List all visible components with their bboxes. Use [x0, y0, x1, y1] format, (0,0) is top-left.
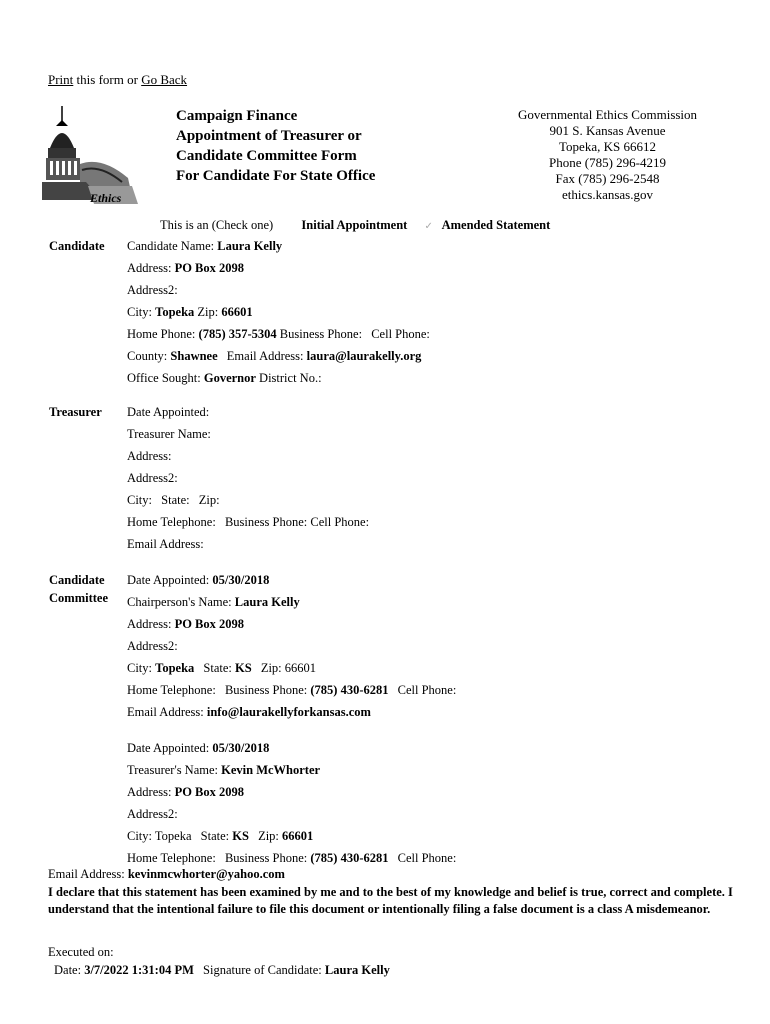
print-link[interactable]: Print [48, 72, 74, 87]
treasurer-name-row: Treasurer Name: [127, 427, 211, 441]
agency-block [495, 107, 720, 203]
agency-phone: Phone (785) 296-4219 [549, 155, 666, 170]
candidate-name-row: Candidate Name: Laura Kelly [127, 239, 283, 253]
committee-email-row: Email Address: info@laurakellyforkansas.com [127, 705, 371, 719]
agency-fax: Fax (785) 296-2548 [555, 171, 660, 186]
treasurer-city-row: City: State: Zip: [127, 493, 220, 507]
committee-treasurer-city-row: City: Topeka State: KS Zip: 66601 [127, 829, 314, 843]
committee-address-row: Address: PO Box 2098 [127, 617, 245, 631]
declaration-text: I declare that this statement has been examined by me and to the best of my knowledge and belief is true, correct and complete. I understand that the intentional failure to file this document or intentionally filing a false document is a class A misdemeanor. [48, 885, 733, 916]
committee-section-label-2: Committee [49, 591, 108, 605]
seal-text: Ethics [90, 191, 122, 205]
agency-name: Governmental Ethics Commission [517, 107, 698, 122]
checkbox-initial[interactable] [282, 219, 292, 229]
candidate-address2-row: Address2: [127, 283, 178, 297]
amended-statement-label: Amended Statement [441, 218, 551, 232]
committee-treasurer-email-row: Email Address: kevinmcwhorter@yahoo.com [48, 867, 285, 881]
treasurer-date-row: Date Appointed: [127, 405, 210, 419]
top-nav [48, 72, 187, 88]
date-label: Date: [54, 963, 82, 977]
capitol-seal-icon [42, 104, 142, 208]
committee-phone-row: Home Telephone: Business Phone: (785) 430-6281 Cell Phone: [127, 683, 457, 697]
agency-web: ethics.kansas.gov [562, 187, 653, 202]
agency-street: 901 S. Kansas Avenue [549, 123, 666, 138]
initial-appointment-label: Initial Appointment [301, 218, 408, 232]
committee-treasurer-address-row: Address: PO Box 2098 [127, 785, 245, 799]
treasurer-address2-row: Address2: [127, 471, 178, 485]
committee-treasurer-address2-row: Address2: [127, 807, 178, 821]
committee-city-row: City: Topeka State: KS Zip: 66601 [127, 661, 317, 675]
committee-address2-row: Address2: [127, 639, 178, 653]
candidate-phone-row: Home Phone: (785) 357-5304 Business Phone: Cell Phone: [127, 327, 430, 341]
committee-chair-row: Chairperson's Name: Laura Kelly [127, 595, 300, 609]
agency-city: Topeka, KS 66612 [559, 139, 656, 154]
signature-value: Laura Kelly [324, 963, 390, 977]
candidate-city-row: City: Topeka Zip: 66601 [127, 305, 253, 319]
committee-treasurer-name-row: Treasurer's Name: Kevin McWhorter [127, 763, 321, 777]
executed-date: 3/7/2022 1:31:04 PM [84, 963, 194, 977]
committee-treasurer-phone-row: Home Telephone: Business Phone: (785) 430-6281 Cell Phone: [127, 851, 457, 865]
executed-row [54, 963, 390, 978]
committee-date-row: Date Appointed: 05/30/2018 [127, 573, 270, 587]
checkbox-amended[interactable]: ✓ [424, 221, 433, 232]
candidate-office-row: Office Sought: Governor District No.: [127, 371, 322, 385]
treasurer-email-row: Email Address: [127, 537, 204, 551]
committee-treasurer-date-row: Date Appointed: 05/30/2018 [127, 741, 270, 755]
nav-text: this form or [76, 72, 138, 87]
signature-label: Signature of Candidate: [203, 963, 322, 977]
treasurer-address-row: Address: [127, 449, 172, 463]
executed-label: Executed on: [48, 945, 114, 959]
treasurer-phone-row: Home Telephone: Business Phone: Cell Phone: [127, 515, 370, 529]
candidate-section-label: Candidate [49, 239, 105, 253]
treasurer-section-label: Treasurer [49, 405, 102, 419]
form-title: Campaign Finance Appointment of Treasurer or Candidate Committee Form For Candidate For State Office [176, 108, 376, 184]
check-one-row: This is an (Check one) Initial Appointment ✓ Amended Statement [160, 218, 551, 232]
committee-section-label-1: Candidate [49, 573, 105, 587]
candidate-county-row: County: Shawnee Email Address: laura@laurakelly.org [127, 349, 422, 363]
go-back-link[interactable]: Go Back [141, 72, 188, 87]
candidate-address-row: Address: PO Box 2098 [127, 261, 245, 275]
